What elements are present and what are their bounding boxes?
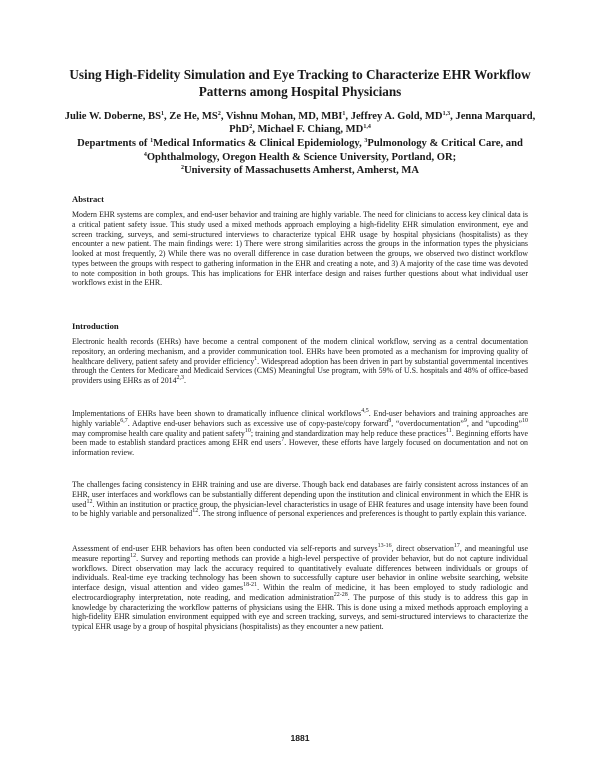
citation: 4,5 — [361, 408, 369, 414]
citation: 12 — [192, 508, 199, 515]
paragraph-text: may compromise health care quality and patient safety — [72, 428, 245, 438]
citation: 7 — [281, 437, 285, 444]
affiliation-marker: 1 — [150, 138, 154, 145]
page-number: 1881 — [290, 733, 310, 743]
author-name: , Ze He, MS — [163, 111, 218, 122]
paragraph-text: . Widespread adoption has been driven in part by substantial governmental incentives through the Centers for Medicare and Medicaid Services (CMS) Meaningful Use program, with 59% of U.S. hospitals and 48% of office-based providers using EHRs as of 2014 — [72, 356, 528, 385]
paragraph-text: , and meaningful use measure reporting — [72, 544, 528, 563]
author-name: , Jeffrey A. Gold, MD — [345, 111, 443, 122]
paragraph-text: , “overdocumentation” — [391, 418, 464, 428]
author-name: , Vishnu Mohan, MD, MBI — [220, 111, 343, 122]
citation: 12 — [130, 552, 137, 559]
affiliation-text: Medical Informatics & Clinical Epidemiology, — [153, 138, 365, 150]
author-affiliation-marker: 1,4 — [363, 124, 371, 131]
citation: 17 — [453, 543, 460, 549]
intro-paragraph-3 — [72, 480, 528, 519]
paper-title: Using High-Fidelity Simulation and Eye Tracking to Characterize EHR Workflow Patterns among Hospital Physicians — [69, 67, 531, 99]
citation: 22-28 — [333, 591, 348, 598]
author-name: Julie W. Doberne, BS — [64, 111, 161, 122]
paragraph-text: Electronic health records (EHRs) have become a central component of the modern clinical workflow, serving as a central documentation repository, an ordering mechanism, and a provider communication tool. EHRs have been promoted as a mechanism for improving quality of healthcare delivery, patient safety and provider efficiency — [72, 337, 528, 366]
paragraph-text: Assessment of end-user EHR behaviors has often been conducted via self-reports and surveys — [72, 544, 378, 553]
author-name: , Jenna Marquard, PhD — [229, 111, 536, 136]
paragraph-text: , direct observation — [391, 544, 454, 553]
author-affiliation-marker: 1,3 — [442, 111, 451, 117]
intro-paragraph-4 — [72, 544, 528, 632]
author-name: , Michael F. Chiang, MD — [252, 124, 364, 136]
paragraph-text: ; training and standardization may help reduce these practices — [250, 428, 446, 438]
citation: 9 — [463, 417, 467, 424]
paragraph-text: . Within an institution or practice group, the physician-level characteristics in usage of EHR features and usage intensity have been found to be highly variable and personalized — [72, 499, 528, 519]
citation: 11 — [445, 427, 452, 434]
affiliation-prefix: Departments of — [77, 138, 151, 150]
citation: 2,3 — [176, 375, 185, 381]
citation: 6,7 — [120, 417, 128, 424]
affiliation-marker: 2 — [180, 164, 184, 171]
citation: 13-16 — [377, 543, 392, 549]
paragraph-text: . Beginning efforts have been made to establish standard practices among EHR end users — [72, 428, 528, 448]
author-affiliation-marker: 1 — [342, 111, 346, 117]
affiliation-text: University of Massachusetts Amherst, Amherst, MA — [183, 164, 420, 176]
author-affiliation-marker: 1 — [160, 111, 164, 117]
paragraph-text: . The purpose of this study is to address this gap in knowledge by characterizing the workflow patterns of physicians using the EHR. This is done using a mixed methods approach employing a high-fidelity EHR simulation environment equipped with eye and screen tracking, surveys, and semi-structured interviews to characterize the typical EHR usage by a group of hospital physicians (hospitalists) as they encounter a new patient. — [72, 592, 529, 631]
abstract-heading: Abstract — [72, 194, 104, 204]
paragraph-text: . Adaptive end-user behaviors such as excessive use of copy-paste/copy forward — [127, 418, 389, 428]
abstract-paragraph: Modern EHR systems are complex, and end-user behavior and training are highly variable. The need for clinicians to access key clinical data is a critical patient safety issue. This study used a mixed methods approach employing a high-fidelity EHR simulation environment, eye and screen tracking, surveys, and semi-structured interviews to characterize typical EHR usage by hospital physicians (hospitalists) as they encounter a new patient. The main findings were: 1) There were strong similarities across the groups in the information types the physicians looked at most frequently, 2) While there was no overall difference in case duration between the groups, we observed two distinct workflow types between the groups with respect to gathering information in the EHR and creating a note, and 3) A majority of the case time was devoted to note composition in both groups. This has implications for EHR interface design and raises further questions about what individual user workflows exist in the EHR. — [72, 210, 528, 288]
paragraph-text: . Survey and reporting methods can provide a high-level perspective of provider behavior, but do not capture individual workflows. Direct observation may lack the accuracy required to quantitatively evaluate differences between individuals or groups of individuals. Real-time eye tracking technology has been shown to successfully capture user behavior in online website searching, website interface design, visual attention and video games — [72, 553, 529, 592]
author-block — [60, 110, 540, 177]
paragraph-text: . Within the realm of medicine, it has been employed to study radiologic and electrocardiography interpretation, note reading, and medication administration — [72, 583, 528, 602]
citation: 10 — [522, 417, 528, 424]
paragraph-text: , and “upcoding” — [466, 418, 522, 428]
citation: 10 — [244, 427, 251, 434]
citation: 1 — [254, 355, 258, 362]
paragraph-text: . However, these efforts have largely focused on documentation and not on information review. — [72, 438, 528, 457]
citation: 8 — [388, 417, 392, 424]
introduction-heading: Introduction — [72, 321, 119, 331]
paragraph-text: . End-user behaviors and training approaches are highly variable — [72, 409, 528, 428]
author-list — [65, 111, 536, 135]
affiliation-text: Pulmonology & Critical Care, and — [367, 138, 523, 150]
intro-paragraph-1 — [72, 337, 528, 386]
citation: 12 — [86, 498, 93, 505]
affiliation-marker: 4 — [143, 151, 147, 158]
intro-paragraph-2 — [72, 409, 528, 458]
affiliation-marker: 3 — [364, 138, 368, 145]
author-affiliation-marker: 2 — [217, 111, 221, 117]
affiliation-text: Ophthalmology, Oregon Health & Science University, Portland, OR; — [146, 151, 457, 163]
paragraph-text: The challenges facing consistency in EHR training and use are diverse. Though back end databases are fairly consistent across instances of an EHR, user interfaces and workflows can be substantially different depending upon the institution and clinical environment in which the EHR is used — [72, 480, 528, 509]
author-affiliation-marker: 2 — [249, 124, 253, 131]
citation: 18-21 — [243, 582, 258, 588]
paragraph-text: Implementations of EHRs have been shown to dramatically influence clinical workflows — [72, 409, 362, 418]
paragraph-text: . — [184, 376, 187, 385]
paragraph-text: . The strong influence of personal experiences and preferences is thought to partly explain this variance. — [198, 509, 527, 519]
affiliation-list — [60, 137, 540, 177]
